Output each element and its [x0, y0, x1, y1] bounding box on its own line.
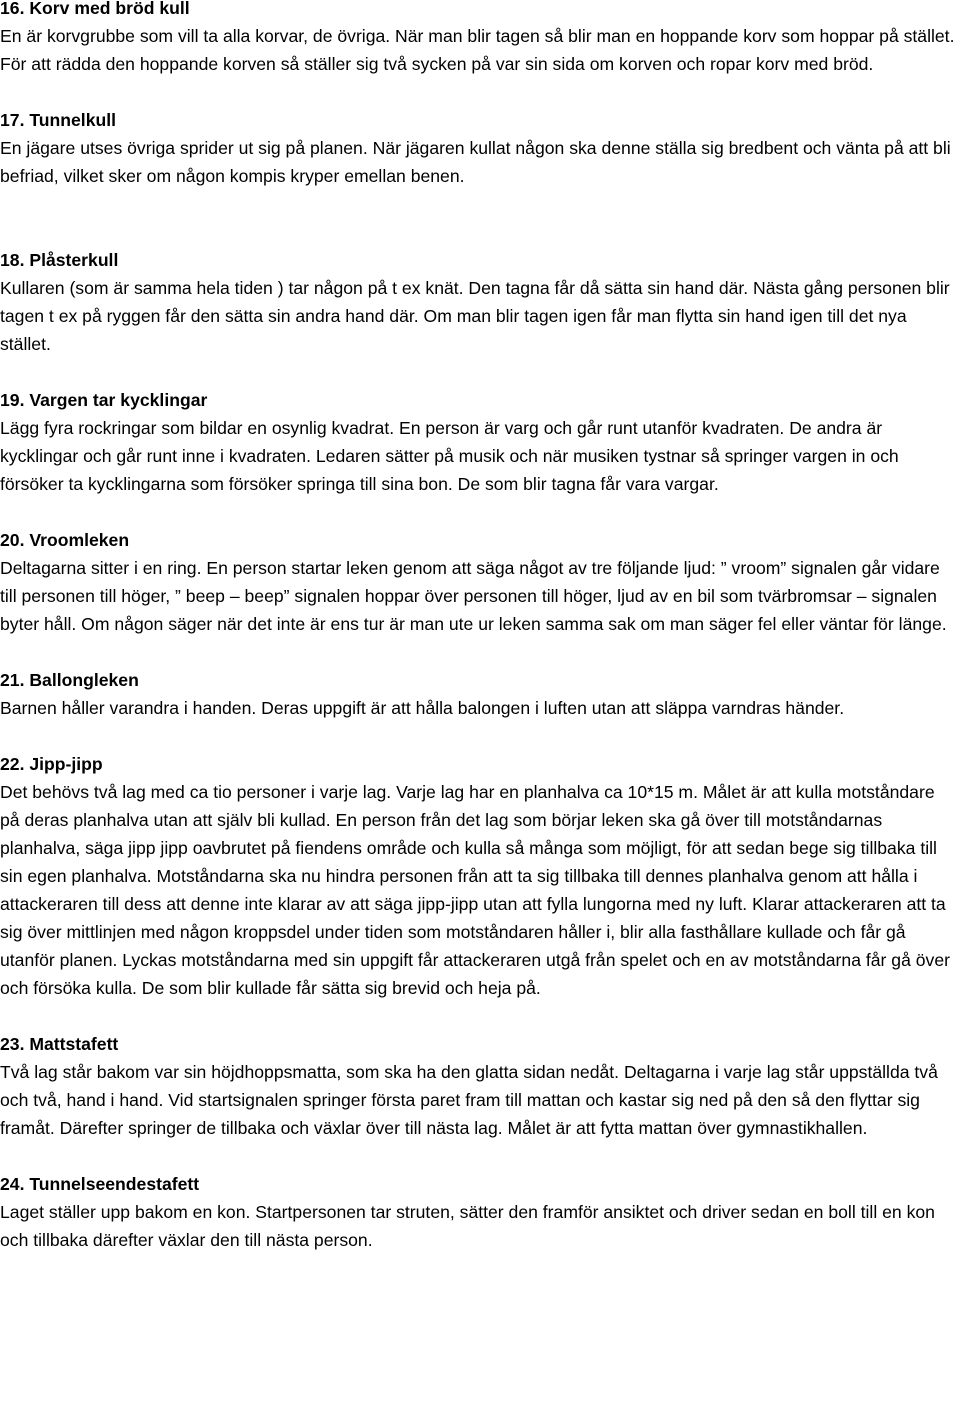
spacer [0, 190, 958, 246]
section-heading: 21. Ballongleken [0, 670, 139, 690]
section-text: Laget ställer upp bakom en kon. Startpersonen tar struten, sätter den framför ansiktet och driver sedan en boll till en kon och tillbaka därefter växlar den till nästa person. [0, 1202, 935, 1250]
spacer [0, 498, 958, 526]
section-text: Barnen håller varandra i handen. Deras uppgift är att hålla balongen i luften utan att släppa varndras händer. [0, 698, 845, 718]
section-text: Deltagarna sitter i en ring. En person startar leken genom att säga något av tre följande ljud: ” vroom” signalen går vidare till personen till höger, ” beep – beep” signalen hoppar över personen till höger, ljud av en bil som tvärbromsar – signalen byter håll. Om någon säger när det inte är ens tur är man ute ur leken samma sak om man säger fel eller väntar för länge. [0, 558, 947, 634]
spacer [0, 722, 958, 750]
section-heading: 19. Vargen tar kycklingar [0, 390, 208, 410]
section-20 [0, 526, 958, 638]
section-heading: 23. Mattstafett [0, 1034, 119, 1054]
section-text: Två lag står bakom var sin höjdhoppsmatta, som ska ha den glatta sidan nedåt. Deltagarna i varje lag står uppställda två och två, hand i hand. Vid startsignalen springer första paret fram till mattan och kastar sig ned på den så den flyttar sig framåt. Därefter springer de tillbaka och växlar över till nästa lag. Målet är att fytta mattan över gymnastikhallen. [0, 1062, 938, 1138]
section-16 [0, 0, 958, 78]
section-19 [0, 386, 958, 498]
section-23 [0, 1030, 958, 1142]
section-heading: 22. Jipp-jipp [0, 754, 103, 774]
section-heading: 17. Tunnelkull [0, 110, 117, 130]
section-heading: 20. Vroomleken [0, 530, 130, 550]
section-heading: 16. Korv med bröd kull [0, 0, 190, 18]
section-22 [0, 750, 958, 1002]
spacer [0, 638, 958, 666]
spacer [0, 78, 958, 106]
section-heading: 24. Tunnelseendestafett [0, 1174, 200, 1194]
section-text: En är korvgrubbe som vill ta alla korvar, de övriga. När man blir tagen så blir man en hoppande korv som hoppar på stället. För att rädda den hoppande korven så ställer sig två sycken på var sin sida om korven och ropar korv med bröd. [0, 26, 955, 74]
spacer [0, 1142, 958, 1170]
section-text: En jägare utses övriga sprider ut sig på planen. När jägaren kullat någon ska denne ställa sig bredbent och vänta på att bli befriad, vilket sker om någon kompis kryper emellan benen. [0, 138, 951, 186]
section-24 [0, 1170, 958, 1254]
spacer [0, 358, 958, 386]
spacer [0, 1002, 958, 1030]
section-heading: 18. Plåsterkull [0, 250, 119, 270]
section-17 [0, 106, 958, 190]
section-text: Kullaren (som är samma hela tiden ) tar någon på t ex knät. Den tagna får då sätta sin hand där. Nästa gång personen blir tagen t ex på ryggen får den sätta sin andra hand där. Om man blir tagen igen får man flytta sin hand igen till det nya stället. [0, 278, 950, 354]
section-21 [0, 666, 958, 722]
section-text: Det behövs två lag med ca tio personer i varje lag. Varje lag har en planhalva ca 10*15 m. Målet är att kulla motståndare på deras planhalva utan att själv bli kullad. En person från det lag som börjar leken ska gå över till motståndarnas planhalva, säga jipp jipp oavbrutet på fiendens område och kulla så många som möjligt, för att sedan bege sig tillbaka till sin egen planhalva. Motståndarna ska nu hindra personen från att ta sig tillbaka till dennes planhalva genom att hålla i attackeraren till dess att denne inte klarar av att säga jipp-jipp utan att fylla lungorna med ny luft. Klarar attackeraren att ta sig över mittlinjen med någon kroppsdel under tiden som motståndaren håller i, blir alla fasthållare kullade och får gå utanför planen. Lyckas motståndarna med sin uppgift får attackeraren utgå från spelet och en av motståndarna får gå över och försöka kulla. De som blir kullade får sätta sig brevid och heja på. [0, 782, 950, 998]
section-text: Lägg fyra rockringar som bildar en osynlig kvadrat. En person är varg och går runt utanför kvadraten. De andra är kycklingar och går runt inne i kvadraten. Ledaren sätter på musik och när musiken tystnar så springer vargen in och försöker ta kycklingarna som försöker springa till sina bon. De som blir tagna får vara vargar. [0, 418, 899, 494]
section-18 [0, 246, 958, 358]
